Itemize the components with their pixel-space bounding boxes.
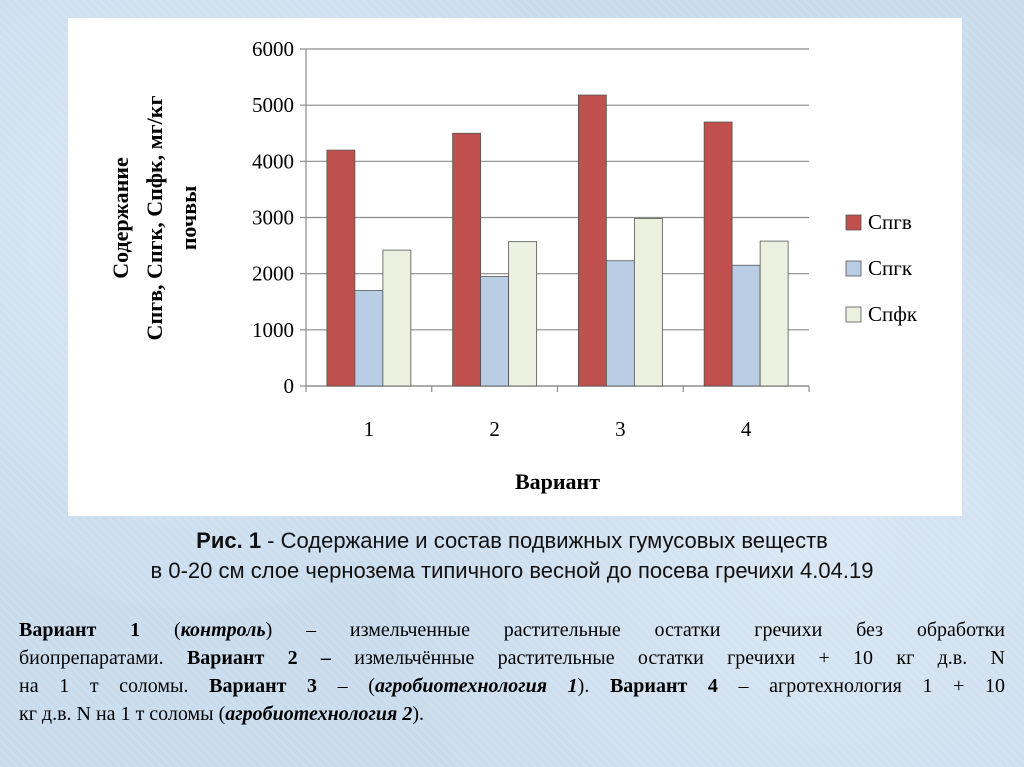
bar-Спгв-3 xyxy=(578,95,606,386)
bar-Спфк-4 xyxy=(760,241,788,386)
y-axis-title-line-2: Спгв, Спгк, Спфк, мг/кг xyxy=(142,95,167,341)
x-tick-label-3: 3 xyxy=(615,417,626,441)
legend-swatch-Спгк xyxy=(846,261,861,276)
legend-label-Спфк: Спфк xyxy=(868,302,918,326)
bar-Спфк-3 xyxy=(634,219,662,386)
variant-2-text-1: измельчённые растительные остатки гречихи + 10 кг д.в. N xyxy=(330,647,1005,669)
bar-Спфк-1 xyxy=(383,250,411,386)
x-tick-label-2: 2 xyxy=(489,417,500,441)
caption-line-2: в 0-20 см слое чернозема типичного весной до посева гречихи 4.04.19 xyxy=(150,558,874,583)
x-tick-label-4: 4 xyxy=(740,417,752,441)
bar-Спгв-4 xyxy=(704,122,732,386)
y-tick-label-5000: 5000 xyxy=(252,93,294,118)
variant-4-label: Вариант 4 xyxy=(609,675,718,697)
bar-chart xyxy=(68,18,962,516)
variant-4-text-2: кг д.в. N на 1 т соломы ( xyxy=(19,703,226,725)
variant-1-text-1: ) – измельченные растительные остатки гречихи без обработки xyxy=(265,619,1005,641)
variant-4-note: агробиотехнология 2 xyxy=(225,703,413,725)
bar-Спгв-2 xyxy=(453,133,481,386)
legend-label-Спгк: Спгк xyxy=(868,256,913,280)
caption-line-1 xyxy=(0,526,1024,556)
variant-2-text-2: на 1 т соломы. xyxy=(19,675,210,697)
variant-4-text-1: – агротехнология 1 + 10 xyxy=(717,675,1005,697)
y-tick-label-3000: 3000 xyxy=(252,205,294,230)
x-axis-title: Вариант xyxy=(514,469,601,494)
caption-title: - Содержание и состав подвижных гумусовых веществ xyxy=(261,528,828,553)
description-line-3 xyxy=(19,672,1005,700)
bar-Спфк-2 xyxy=(509,242,537,386)
v4-close: ). xyxy=(412,703,425,725)
variant-1-note: контроль xyxy=(180,619,266,641)
legend-swatch-Спфк xyxy=(846,307,861,322)
v3-open: – ( xyxy=(317,675,375,697)
y-axis-title-line-3: почвы xyxy=(176,185,201,251)
v1-open: ( xyxy=(140,619,181,641)
bar-Спгк-1 xyxy=(355,291,383,386)
variant-3-note: агробиотехнология 1 xyxy=(374,675,578,697)
legend-label-Спгв: Спгв xyxy=(868,210,912,234)
x-tick-label-1: 1 xyxy=(363,417,375,441)
chart-panel xyxy=(68,18,962,516)
bar-Спгв-1 xyxy=(327,150,355,386)
y-tick-label-0: 0 xyxy=(283,374,294,398)
y-tick-label-1000: 1000 xyxy=(252,317,294,342)
description-line-4 xyxy=(19,700,1005,728)
variant-1-text-2: биопрепаратами. xyxy=(19,647,187,669)
legend-swatch-Спгв xyxy=(846,215,861,230)
description-line-2 xyxy=(19,644,1005,672)
bar-Спгк-2 xyxy=(481,276,509,386)
bar-Спгк-4 xyxy=(732,265,760,386)
figure-caption xyxy=(0,526,1024,586)
y-axis-title-line-1: Содержание xyxy=(108,157,133,279)
y-tick-label-4000: 4000 xyxy=(252,149,294,174)
variant-1-label: Вариант 1 xyxy=(19,619,141,641)
variant-description xyxy=(19,616,1005,728)
v3-close: ). xyxy=(577,675,610,697)
variant-3-label: Вариант 3 xyxy=(209,675,318,697)
caption-label: Рис. 1 xyxy=(196,528,262,553)
bar-Спгк-3 xyxy=(606,261,634,386)
variant-2-label: Вариант 2 – xyxy=(186,647,331,669)
description-line-1 xyxy=(19,616,1005,644)
y-tick-label-2000: 2000 xyxy=(252,261,294,286)
y-tick-label-6000: 6000 xyxy=(252,37,294,61)
